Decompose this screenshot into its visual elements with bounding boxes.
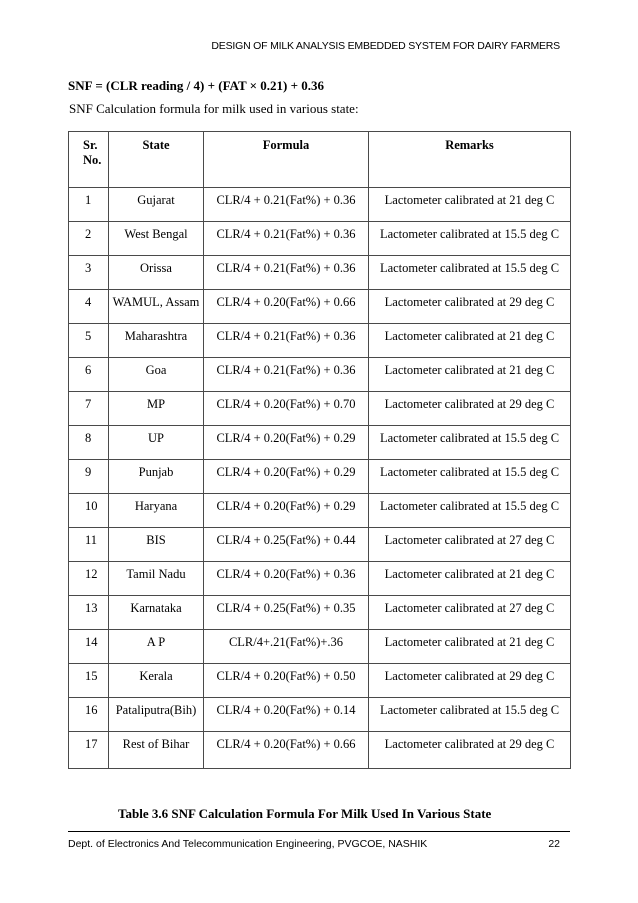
table-row (69, 324, 571, 358)
formula-cell: CLR/4 + 0.20(Fat%) + 0.50 (204, 664, 369, 698)
state-cell: Orissa (109, 256, 204, 290)
remarks-cell: Lactometer calibrated at 15.5 deg C (369, 222, 571, 256)
footer-divider (68, 831, 570, 832)
state-cell: Rest of Bihar (109, 732, 204, 769)
remarks-cell: Lactometer calibrated at 29 deg C (369, 732, 571, 769)
table-row (69, 358, 571, 392)
formula-cell: CLR/4 + 0.20(Fat%) + 0.29 (204, 460, 369, 494)
table-body (69, 188, 571, 769)
sr-no-cell: 16 (69, 698, 109, 732)
formula-cell: CLR/4 + 0.21(Fat%) + 0.36 (204, 222, 369, 256)
table-row (69, 188, 571, 222)
state-cell: WAMUL, Assam (109, 290, 204, 324)
formula-cell: CLR/4 + 0.20(Fat%) + 0.36 (204, 562, 369, 596)
state-cell: MP (109, 392, 204, 426)
snf-formula-heading: SNF = (CLR reading / 4) + (FAT × 0.21) + 0.36 (68, 78, 325, 93)
formula-cell: CLR/4 + 0.20(Fat%) + 0.66 (204, 290, 369, 324)
sr-no-cell: 8 (69, 426, 109, 460)
table-row (69, 392, 571, 426)
formula-cell: CLR/4 + 0.21(Fat%) + 0.36 (204, 256, 369, 290)
remarks-cell: Lactometer calibrated at 15.5 deg C (369, 460, 571, 494)
sr-no-cell: 3 (69, 256, 109, 290)
snf-formula-table (68, 131, 571, 769)
remarks-cell: Lactometer calibrated at 15.5 deg C (369, 426, 571, 460)
sr-no-cell: 14 (69, 630, 109, 664)
state-cell: Karnataka (109, 596, 204, 630)
remarks-cell: Lactometer calibrated at 15.5 deg C (369, 256, 571, 290)
formula-cell: CLR/4 + 0.20(Fat%) + 0.29 (204, 494, 369, 528)
table-caption: Table 3.6 SNF Calculation Formula For Milk Used In Various State (118, 806, 492, 821)
sr-no-cell: 13 (69, 596, 109, 630)
sr-no-cell: 6 (69, 358, 109, 392)
formula-cell: CLR/4 + 0.20(Fat%) + 0.29 (204, 426, 369, 460)
table-row (69, 528, 571, 562)
sr-no-cell: 4 (69, 290, 109, 324)
state-cell: Punjab (109, 460, 204, 494)
sr-no-cell: 12 (69, 562, 109, 596)
remarks-cell: Lactometer calibrated at 21 deg C (369, 188, 571, 222)
sr-no-cell: 17 (69, 732, 109, 769)
state-cell: Tamil Nadu (109, 562, 204, 596)
remarks-cell: Lactometer calibrated at 21 deg C (369, 358, 571, 392)
state-cell: West Bengal (109, 222, 204, 256)
remarks-cell: Lactometer calibrated at 21 deg C (369, 562, 571, 596)
remarks-cell: Lactometer calibrated at 27 deg C (369, 528, 571, 562)
formula-cell: CLR/4 + 0.21(Fat%) + 0.36 (204, 324, 369, 358)
table-row (69, 732, 571, 769)
sr-no-cell: 10 (69, 494, 109, 528)
state-cell: UP (109, 426, 204, 460)
formula-cell: CLR/4+.21(Fat%)+.36 (204, 630, 369, 664)
state-cell: Haryana (109, 494, 204, 528)
table-row (69, 664, 571, 698)
remarks-cell: Lactometer calibrated at 21 deg C (369, 630, 571, 664)
remarks-cell: Lactometer calibrated at 27 deg C (369, 596, 571, 630)
table-row (69, 494, 571, 528)
state-cell: Maharashtra (109, 324, 204, 358)
table-row (69, 596, 571, 630)
remarks-cell: Lactometer calibrated at 29 deg C (369, 290, 571, 324)
column-header-formula: Formula (204, 132, 369, 188)
footer-department: Dept. of Electronics And Telecommunication Engineering, PVGCOE, NASHIK (68, 838, 428, 850)
sr-no-cell: 15 (69, 664, 109, 698)
sr-no-cell: 9 (69, 460, 109, 494)
table-header-row (69, 132, 571, 188)
sr-no-cell: 5 (69, 324, 109, 358)
table-row (69, 256, 571, 290)
state-cell: Kerala (109, 664, 204, 698)
table-row (69, 630, 571, 664)
remarks-cell: Lactometer calibrated at 15.5 deg C (369, 494, 571, 528)
column-header-sr-no: Sr. No. (69, 132, 109, 188)
remarks-cell: Lactometer calibrated at 21 deg C (369, 324, 571, 358)
formula-cell: CLR/4 + 0.21(Fat%) + 0.36 (204, 188, 369, 222)
sr-no-cell: 11 (69, 528, 109, 562)
table-row (69, 222, 571, 256)
remarks-cell: Lactometer calibrated at 29 deg C (369, 664, 571, 698)
formula-cell: CLR/4 + 0.25(Fat%) + 0.35 (204, 596, 369, 630)
remarks-cell: Lactometer calibrated at 15.5 deg C (369, 698, 571, 732)
formula-cell: CLR/4 + 0.20(Fat%) + 0.14 (204, 698, 369, 732)
state-cell: A P (109, 630, 204, 664)
page-number: 22 (548, 838, 560, 850)
state-cell: BIS (109, 528, 204, 562)
table-row (69, 290, 571, 324)
state-cell: Pataliputra(Bih) (109, 698, 204, 732)
formula-cell: CLR/4 + 0.20(Fat%) + 0.70 (204, 392, 369, 426)
column-header-state: State (109, 132, 204, 188)
sr-no-cell: 2 (69, 222, 109, 256)
table-row (69, 562, 571, 596)
table-row (69, 460, 571, 494)
sr-no-cell: 7 (69, 392, 109, 426)
table-row (69, 698, 571, 732)
table-row (69, 426, 571, 460)
formula-cell: CLR/4 + 0.21(Fat%) + 0.36 (204, 358, 369, 392)
formula-cell: CLR/4 + 0.25(Fat%) + 0.44 (204, 528, 369, 562)
state-cell: Gujarat (109, 188, 204, 222)
column-header-remarks: Remarks (369, 132, 571, 188)
table-intro-text: SNF Calculation formula for milk used in various state: (69, 101, 359, 116)
formula-cell: CLR/4 + 0.20(Fat%) + 0.66 (204, 732, 369, 769)
sr-no-cell: 1 (69, 188, 109, 222)
state-cell: Goa (109, 358, 204, 392)
remarks-cell: Lactometer calibrated at 29 deg C (369, 392, 571, 426)
running-header: DESIGN OF MILK ANALYSIS EMBEDDED SYSTEM FOR DAIRY FARMERS (211, 40, 560, 52)
